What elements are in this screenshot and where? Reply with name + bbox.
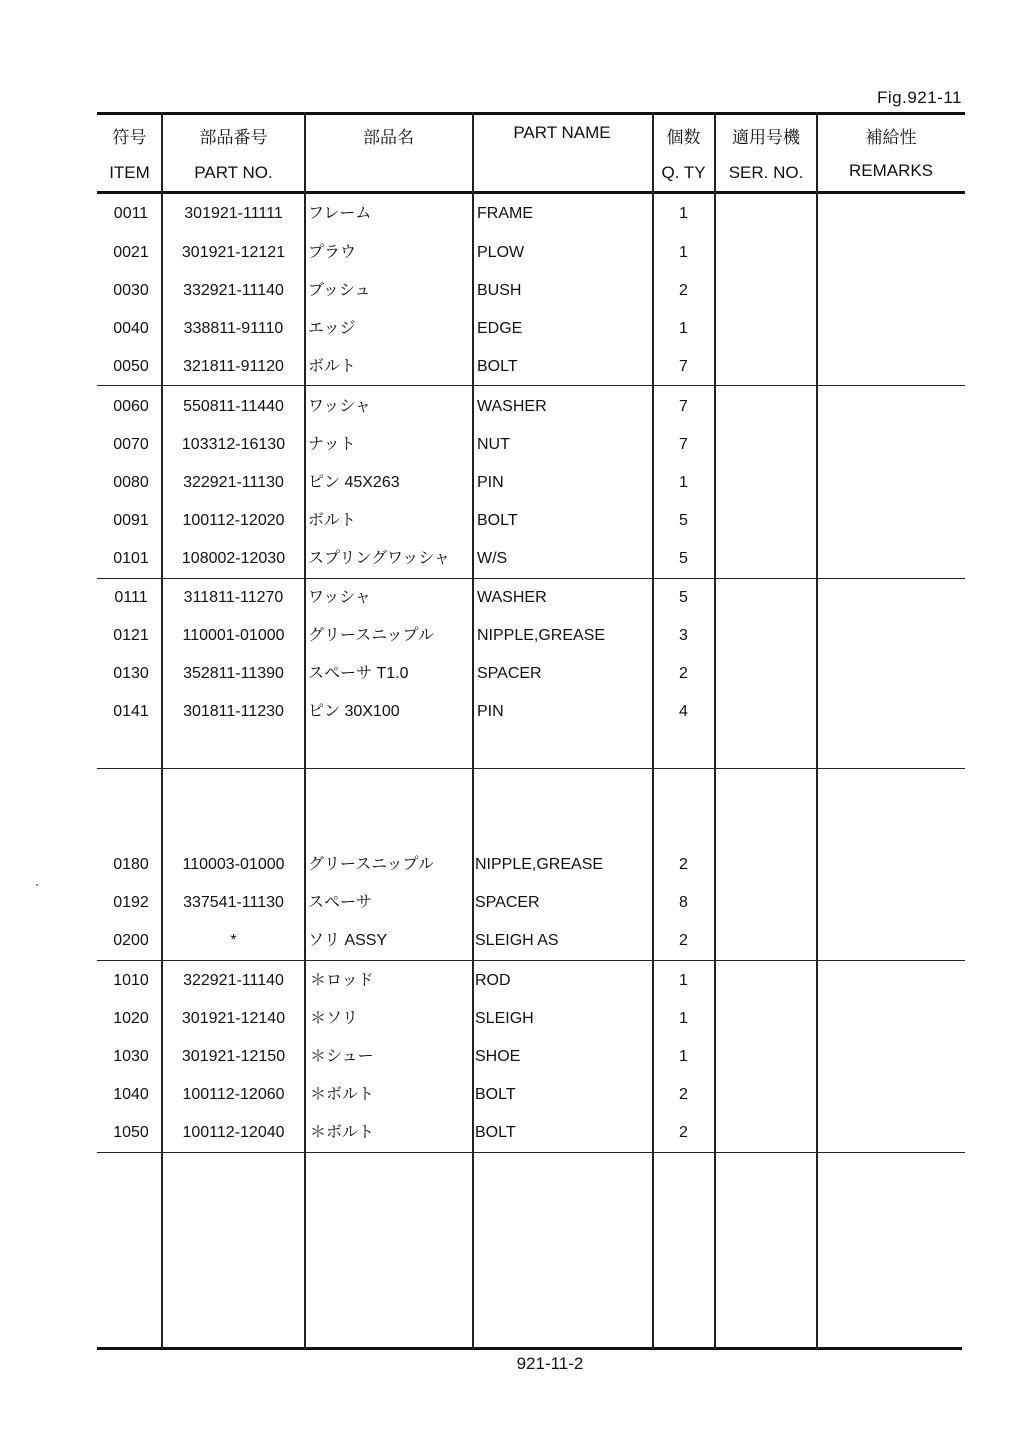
quantity: 2 bbox=[679, 1086, 688, 1103]
part-name-en: ROD bbox=[475, 972, 511, 989]
quantity: 1 bbox=[679, 1048, 688, 1065]
quantity: 7 bbox=[679, 436, 688, 453]
scan-speck bbox=[36, 884, 38, 886]
part-number: 301921-11111 bbox=[184, 205, 283, 222]
part-name-jp: ＊ソリ bbox=[310, 1010, 359, 1027]
item-number: 0200 bbox=[113, 932, 149, 949]
part-name-en: SPACER bbox=[477, 665, 542, 682]
item-number: 0011 bbox=[113, 205, 149, 222]
item-number: 0192 bbox=[113, 894, 149, 911]
header-part-no-jp: 部品番号 bbox=[199, 128, 268, 147]
part-name-jp: ＊シュー bbox=[310, 1048, 374, 1065]
part-name-jp: エッジ bbox=[308, 320, 356, 337]
quantity: 2 bbox=[679, 282, 688, 299]
part-number: 103312-16130 bbox=[181, 436, 286, 453]
part-number: 108002-12030 bbox=[181, 550, 286, 567]
page-number: 921-11-2 bbox=[516, 1354, 584, 1373]
part-name-en: SPACER bbox=[475, 894, 540, 911]
part-number: 301921-12150 bbox=[181, 1048, 286, 1065]
item-number: 0141 bbox=[113, 703, 149, 720]
header-remarks-en: REMARKS bbox=[848, 161, 934, 180]
part-name-jp: ソリ ASSY bbox=[308, 932, 388, 949]
group-divider bbox=[97, 768, 965, 769]
quantity: 3 bbox=[679, 627, 688, 644]
part-name-jp: フレーム bbox=[308, 205, 372, 222]
quantity: 1 bbox=[679, 1010, 688, 1027]
part-number: 352811-11390 bbox=[183, 665, 284, 682]
part-name-en: BOLT bbox=[475, 1124, 516, 1141]
header-qty-en: Q. TY bbox=[661, 163, 706, 182]
part-number: 338811-91110 bbox=[183, 320, 284, 337]
header-ser-no-jp: 適用号機 bbox=[732, 128, 800, 147]
item-number: 0091 bbox=[113, 512, 149, 529]
item-number: 0121 bbox=[113, 627, 149, 644]
quantity: 5 bbox=[679, 589, 688, 606]
quantity: 5 bbox=[679, 550, 688, 567]
group-divider bbox=[97, 385, 965, 386]
part-name-jp: スペーサ T1.0 bbox=[308, 665, 409, 682]
header-remarks-jp: 補給性 bbox=[865, 128, 917, 147]
part-number: 337541-11130 bbox=[183, 894, 284, 911]
part-name-jp: ボルト bbox=[308, 358, 357, 375]
column-divider bbox=[472, 112, 474, 1349]
group-divider bbox=[97, 960, 965, 961]
quantity: 1 bbox=[679, 474, 688, 491]
quantity: 2 bbox=[679, 665, 688, 682]
part-name-jp: グリースニップル bbox=[308, 856, 434, 873]
item-number: 0070 bbox=[113, 436, 149, 453]
item-number: 0040 bbox=[113, 320, 149, 337]
part-number: 321811-91120 bbox=[183, 358, 284, 375]
group-divider bbox=[97, 1152, 965, 1153]
part-number: 110001-01000 bbox=[182, 627, 285, 644]
part-name-en: SHOE bbox=[475, 1048, 521, 1065]
header-part-name-en: PART NAME bbox=[513, 123, 611, 142]
header-ser-no-en: SER. NO. bbox=[728, 163, 804, 182]
part-name-en: BOLT bbox=[475, 1086, 516, 1103]
part-number: 100112-12060 bbox=[182, 1086, 285, 1103]
part-number: * bbox=[230, 932, 237, 949]
quantity: 2 bbox=[679, 1124, 688, 1141]
item-number: 0111 bbox=[114, 589, 148, 606]
part-name-jp: ナット bbox=[308, 436, 356, 453]
quantity: 5 bbox=[679, 512, 688, 529]
part-name-jp: ＊ボルト bbox=[310, 1124, 375, 1141]
quantity: 1 bbox=[679, 972, 688, 989]
item-number: 0130 bbox=[113, 665, 149, 682]
table-bottom-rule bbox=[97, 1347, 962, 1350]
header-part-name-jp: 部品名 bbox=[363, 128, 414, 147]
column-divider bbox=[816, 112, 818, 1349]
part-name-en: WASHER bbox=[477, 398, 547, 415]
part-name-jp: ボルト bbox=[308, 512, 357, 529]
item-number: 0021 bbox=[113, 244, 149, 261]
quantity: 2 bbox=[679, 932, 688, 949]
item-number: 0050 bbox=[113, 358, 149, 375]
part-name-en: NUT bbox=[477, 436, 510, 453]
part-name-jp: ＊ロッド bbox=[310, 972, 374, 989]
part-number: 110003-01000 bbox=[182, 856, 285, 873]
part-number: 322921-11140 bbox=[183, 972, 284, 989]
part-name-en: PIN bbox=[477, 703, 504, 720]
part-name-en: EDGE bbox=[477, 320, 523, 337]
part-name-en: WASHER bbox=[477, 589, 547, 606]
part-number: 550811-11440 bbox=[183, 398, 284, 415]
item-number: 0101 bbox=[113, 550, 149, 567]
quantity: 1 bbox=[679, 205, 688, 222]
quantity: 2 bbox=[679, 856, 688, 873]
header-part-no-en: PART NO. bbox=[194, 163, 273, 182]
part-name-en: NIPPLE,GREASE bbox=[475, 856, 604, 873]
part-name-jp: プラウ bbox=[308, 244, 357, 261]
item-number: 1030 bbox=[113, 1048, 149, 1065]
part-number: 322921-11130 bbox=[183, 474, 284, 491]
part-name-en: PLOW bbox=[477, 244, 525, 261]
part-name-jp: ＊ボルト bbox=[310, 1086, 375, 1103]
part-number: 332921-11140 bbox=[183, 282, 284, 299]
item-number: 0060 bbox=[113, 398, 149, 415]
part-name-jp: スペーサ bbox=[308, 894, 373, 911]
item-number: 1010 bbox=[113, 972, 149, 989]
part-name-jp: ワッシャ bbox=[308, 589, 371, 606]
part-name-en: BUSH bbox=[477, 282, 522, 299]
part-name-en: NIPPLE,GREASE bbox=[477, 627, 606, 644]
item-number: 0030 bbox=[113, 282, 149, 299]
item-number: 1020 bbox=[113, 1010, 149, 1027]
part-number: 100112-12020 bbox=[182, 512, 285, 529]
part-number: 301921-12140 bbox=[181, 1010, 286, 1027]
item-number: 1040 bbox=[113, 1086, 149, 1103]
part-name-en: W/S bbox=[477, 550, 508, 567]
part-name-jp: ブッシュ bbox=[308, 282, 371, 299]
part-number: 301811-11230 bbox=[183, 703, 284, 720]
header-item-en: ITEM bbox=[109, 163, 150, 182]
part-name-en: BOLT bbox=[477, 358, 518, 375]
part-name-en: SLEIGH AS bbox=[475, 932, 559, 949]
part-number: 311811-11270 bbox=[183, 589, 284, 606]
part-name-jp: グリースニップル bbox=[308, 627, 434, 644]
part-number: 100112-12040 bbox=[182, 1124, 285, 1141]
quantity: 1 bbox=[679, 320, 688, 337]
table-top-rule bbox=[97, 112, 965, 115]
figure-label: Fig.921-11 bbox=[876, 88, 962, 107]
header-bottom-rule bbox=[97, 191, 965, 194]
item-number: 0180 bbox=[113, 856, 149, 873]
part-name-en: SLEIGH bbox=[475, 1010, 534, 1027]
quantity: 8 bbox=[679, 894, 688, 911]
part-name-en: FRAME bbox=[477, 205, 533, 222]
quantity: 1 bbox=[679, 244, 688, 261]
part-name-en: PIN bbox=[477, 474, 504, 491]
header-qty-jp: 個数 bbox=[666, 128, 701, 147]
part-name-en: BOLT bbox=[477, 512, 518, 529]
item-number: 1050 bbox=[113, 1124, 149, 1141]
part-name-jp: ピン 45X263 bbox=[308, 474, 400, 491]
group-divider bbox=[97, 578, 965, 579]
quantity: 4 bbox=[679, 703, 688, 720]
quantity: 7 bbox=[679, 358, 688, 375]
part-name-jp: ピン 30X100 bbox=[308, 703, 400, 720]
part-number: 301921-12121 bbox=[181, 244, 286, 261]
item-number: 0080 bbox=[113, 474, 149, 491]
part-name-jp: ワッシャ bbox=[308, 398, 371, 415]
header-item-jp: 符号 bbox=[112, 128, 147, 147]
quantity: 7 bbox=[679, 398, 688, 415]
part-name-jp: スプリングワッシャ bbox=[308, 550, 450, 567]
